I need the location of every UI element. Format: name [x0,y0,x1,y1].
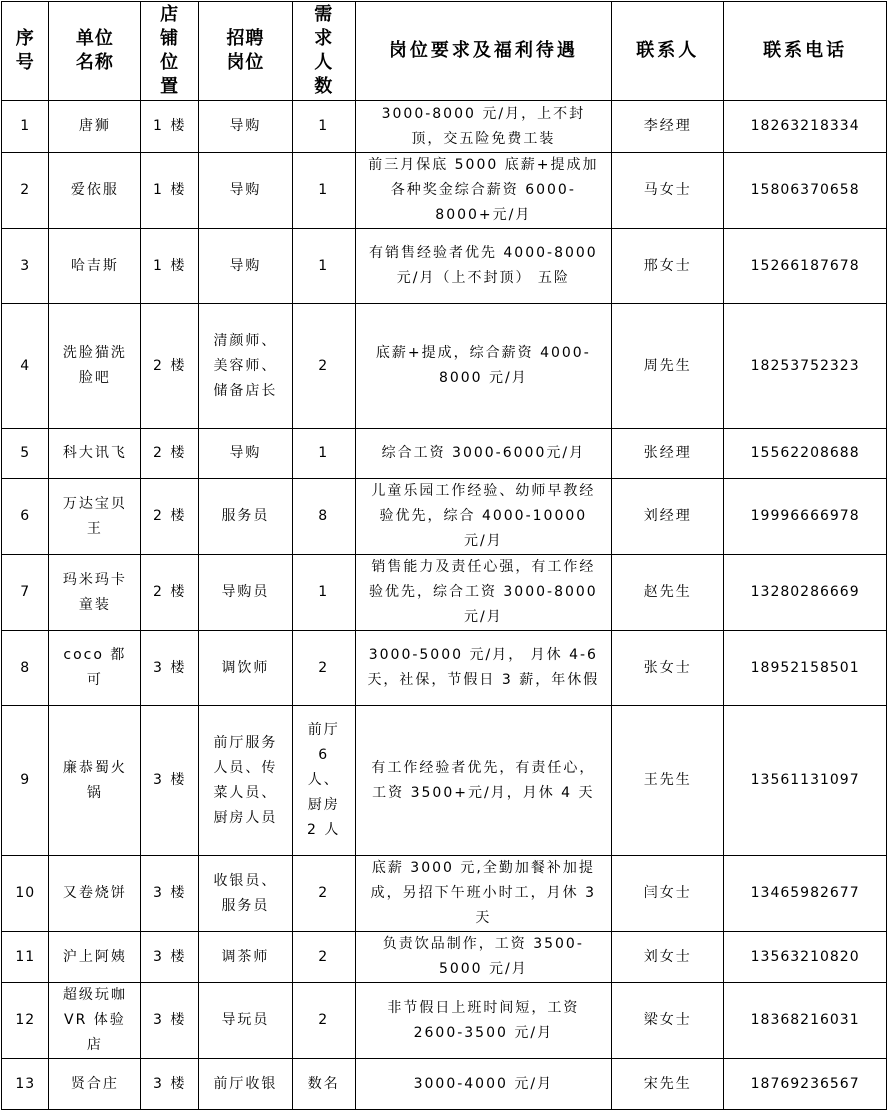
cell-unit: coco 都可 [49,631,141,706]
cell-post: 导购 [198,153,292,229]
cell-count: 1 [292,153,355,229]
cell-post: 导玩员 [198,983,292,1059]
cell-post: 调饮师 [198,631,292,706]
cell-no: 12 [2,983,49,1059]
cell-post: 收银员、服务员 [198,856,292,932]
cell-unit: 爱依服 [49,153,141,229]
cell-no: 9 [2,706,49,856]
cell-floor: 2 楼 [141,429,199,479]
cell-unit: 哈吉斯 [49,229,141,304]
cell-unit: 唐狮 [49,101,141,153]
cell-post: 导购 [198,229,292,304]
cell-requirements: 底薪 3000 元,全勤加餐补加提成，另招下午班小时工，月休 3 天 [355,856,612,932]
cell-floor: 3 楼 [141,631,199,706]
cell-phone: 13280286669 [724,555,887,631]
cell-contact: 梁女士 [612,983,724,1059]
cell-no: 2 [2,153,49,229]
cell-phone: 18952158501 [724,631,887,706]
cell-post: 导购 [198,429,292,479]
cell-phone: 13561131097 [724,706,887,856]
cell-requirements: 3000-5000 元/月， 月休 4-6 天，社保，节假日 3 薪，年休假 [355,631,612,706]
cell-floor: 1 楼 [141,101,199,153]
cell-requirements: 前三月保底 5000 底薪+提成加各种奖金综合薪资 6000-8000+元/月 [355,153,612,229]
table-row [2,1059,887,1110]
cell-contact: 马女士 [612,153,724,229]
header-no: 序号 [2,2,49,101]
header-row [2,2,887,101]
cell-unit: 超级玩咖 VR 体验店 [49,983,141,1059]
cell-phone: 18263218334 [724,101,887,153]
cell-contact: 邢女士 [612,229,724,304]
cell-no: 10 [2,856,49,932]
cell-no: 13 [2,1059,49,1110]
cell-floor: 3 楼 [141,932,199,983]
table-row [2,983,887,1059]
table-row [2,631,887,706]
cell-count: 1 [292,429,355,479]
cell-contact: 周先生 [612,304,724,429]
cell-count: 2 [292,856,355,932]
cell-requirements: 3000-4000 元/月 [355,1059,612,1110]
cell-phone: 19996666978 [724,479,887,555]
cell-floor: 1 楼 [141,153,199,229]
cell-floor: 3 楼 [141,1059,199,1110]
cell-requirements: 负责饮品制作，工资 3500-5000 元/月 [355,932,612,983]
cell-phone: 13465982677 [724,856,887,932]
table-row [2,429,887,479]
cell-requirements: 有工作经验者优先，有责任心，工资 3500+元/月，月休 4 天 [355,706,612,856]
cell-count: 2 [292,983,355,1059]
cell-unit: 科大讯飞 [49,429,141,479]
cell-contact: 宋先生 [612,1059,724,1110]
cell-no: 3 [2,229,49,304]
table-row [2,229,887,304]
cell-phone: 13563210820 [724,932,887,983]
header-count: 需求人数 [292,2,355,101]
header-requirements: 岗位要求及福利待遇 [355,2,612,101]
cell-contact: 刘女士 [612,932,724,983]
cell-no: 6 [2,479,49,555]
cell-phone: 15266187678 [724,229,887,304]
cell-post: 清颜师、美容师、储备店长 [198,304,292,429]
cell-floor: 3 楼 [141,983,199,1059]
cell-count: 前厅 6 人、厨房 2 人 [292,706,355,856]
cell-unit: 又卷烧饼 [49,856,141,932]
cell-requirements: 销售能力及责任心强，有工作经验优先，综合工资 3000-8000 元/月 [355,555,612,631]
cell-contact: 张经理 [612,429,724,479]
cell-count: 2 [292,631,355,706]
cell-no: 1 [2,101,49,153]
header-post: 招聘岗位 [198,2,292,101]
table-row [2,706,887,856]
header-phone: 联系电话 [724,2,887,101]
header-unit: 单位名称 [49,2,141,101]
cell-no: 11 [2,932,49,983]
cell-floor: 2 楼 [141,479,199,555]
table-row [2,555,887,631]
table-row [2,101,887,153]
table-row [2,932,887,983]
cell-requirements: 3000-8000 元/月，上不封顶，交五险免费工装 [355,101,612,153]
cell-count: 2 [292,932,355,983]
table-row [2,153,887,229]
cell-requirements: 儿童乐园工作经验、幼师早教经验优先，综合 4000-10000 元/月 [355,479,612,555]
cell-count: 1 [292,229,355,304]
cell-post: 导购 [198,101,292,153]
cell-post: 前厅收银 [198,1059,292,1110]
cell-phone: 18769236567 [724,1059,887,1110]
cell-count: 1 [292,101,355,153]
header-floor: 店铺位置 [141,2,199,101]
cell-phone: 15806370658 [724,153,887,229]
cell-requirements: 综合工资 3000-6000元/月 [355,429,612,479]
table-row [2,479,887,555]
cell-post: 调茶师 [198,932,292,983]
cell-contact: 刘经理 [612,479,724,555]
cell-no: 8 [2,631,49,706]
cell-phone: 18368216031 [724,983,887,1059]
cell-no: 5 [2,429,49,479]
cell-requirements: 底薪+提成，综合薪资 4000-8000 元/月 [355,304,612,429]
cell-count: 8 [292,479,355,555]
cell-requirements: 非节假日上班时间短，工资 2600-3500 元/月 [355,983,612,1059]
cell-unit: 玛米玛卡童装 [49,555,141,631]
cell-post: 导购员 [198,555,292,631]
cell-phone: 15562208688 [724,429,887,479]
cell-contact: 李经理 [612,101,724,153]
cell-floor: 3 楼 [141,856,199,932]
cell-count: 1 [292,555,355,631]
job-table [1,1,887,1110]
cell-phone: 18253752323 [724,304,887,429]
cell-contact: 闫女士 [612,856,724,932]
cell-unit: 万达宝贝王 [49,479,141,555]
cell-count: 2 [292,304,355,429]
cell-contact: 王先生 [612,706,724,856]
cell-contact: 赵先生 [612,555,724,631]
cell-unit: 沪上阿姨 [49,932,141,983]
cell-contact: 张女士 [612,631,724,706]
cell-floor: 2 楼 [141,555,199,631]
header-contact: 联系人 [612,2,724,101]
cell-post: 服务员 [198,479,292,555]
cell-unit: 洗脸猫洗脸吧 [49,304,141,429]
cell-post: 前厅服务人员、传菜人员、厨房人员 [198,706,292,856]
table-row [2,856,887,932]
cell-no: 4 [2,304,49,429]
cell-requirements: 有销售经验者优先 4000-8000 元/月（上不封顶） 五险 [355,229,612,304]
cell-count: 数名 [292,1059,355,1110]
cell-floor: 2 楼 [141,304,199,429]
cell-unit: 贤合庄 [49,1059,141,1110]
cell-unit: 廉恭蜀火锅 [49,706,141,856]
cell-no: 7 [2,555,49,631]
table-row [2,304,887,429]
cell-floor: 3 楼 [141,706,199,856]
cell-floor: 1 楼 [141,229,199,304]
